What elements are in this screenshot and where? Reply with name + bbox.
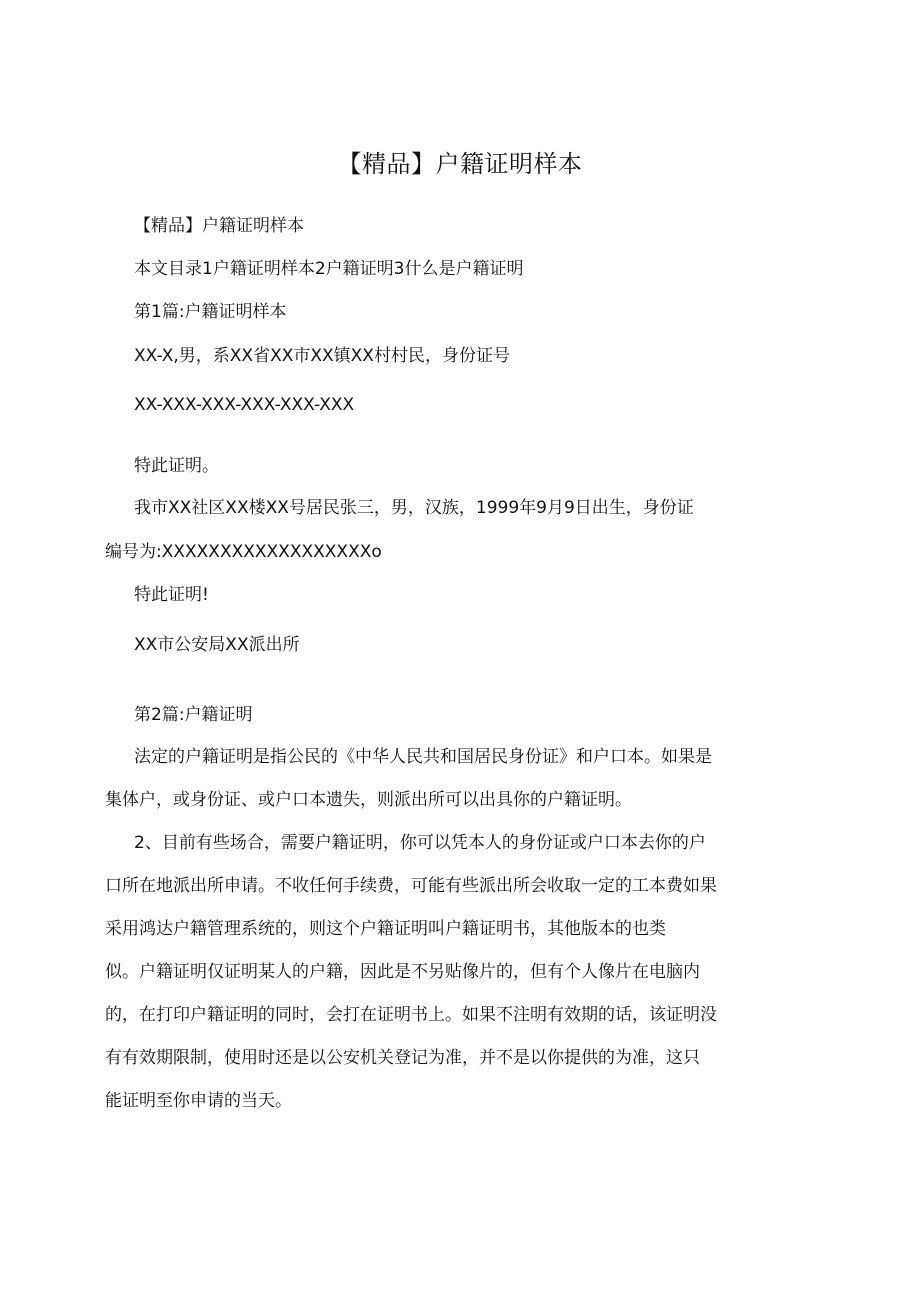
section1-paragraph-2-line2: 编号为:XXXXXXXXXXXXXXXXXXo: [105, 542, 382, 562]
section2-para2-line3: 采用鸿达户籍管理系统的，则这个户籍证明叫户籍证明书，其他版本的也类: [105, 919, 666, 939]
section2-para2-line1: 2、目前有些场合，需要户籍证明，你可以凭本人的身份证或户口本去你的户: [134, 833, 706, 853]
section2-para2-line2: 口所在地派出所申请。不收任何手续费，可能有些派出所会收取一定的工本费如果: [105, 876, 717, 896]
section2-para1-line2: 集体户，或身份证、或户口本遗失，则派出所可以出具你的户籍证明。: [105, 790, 632, 810]
section1-certify-1: 特此证明。: [134, 456, 219, 476]
page-title: 【精品】户籍证明样本: [337, 150, 583, 178]
section2-para2-line5: 的，在打印户籍证明的同时，会打在证明书上。如果不注明有效期的话，该证明没: [105, 1005, 717, 1025]
section2-para1-line1: 法定的户籍证明是指公民的《中华人民共和国居民身份证》和户口本。如果是: [134, 747, 712, 767]
section2-para2-line6: 有有效期限制，使用时还是以公安机关登记为准，并不是以你提供的为准，这只: [105, 1048, 700, 1068]
section2-para2-line7: 能证明至你申请的当天。: [105, 1091, 292, 1111]
table-of-contents: 本文目录1户籍证明样本2户籍证明3什么是户籍证明: [134, 259, 524, 279]
section1-heading: 第1篇:户籍证明样本: [134, 302, 287, 322]
section1-certify-2: 特此证明!: [134, 585, 209, 605]
section1-issuer: XX市公安局XX派出所: [134, 635, 300, 655]
section1-id-number: XX-XXX-XXX-XXX-XXX-XXX: [134, 395, 355, 415]
subtitle: 【精品】户籍证明样本: [134, 216, 304, 236]
section1-paragraph-1: XX-X,男，系XX省XX市XX镇XX村村民，身份证号: [134, 346, 510, 366]
section2-para2-line4: 似。户籍证明仅证明某人的户籍，因此是不另贴像片的，但有个人像片在电脑内: [105, 962, 700, 982]
section1-paragraph-2-line1: 我市XX社区XX楼XX号居民张三，男，汉族，1999年9月9日出生，身份证: [134, 498, 694, 518]
section2-heading: 第2篇:户籍证明: [134, 705, 253, 725]
